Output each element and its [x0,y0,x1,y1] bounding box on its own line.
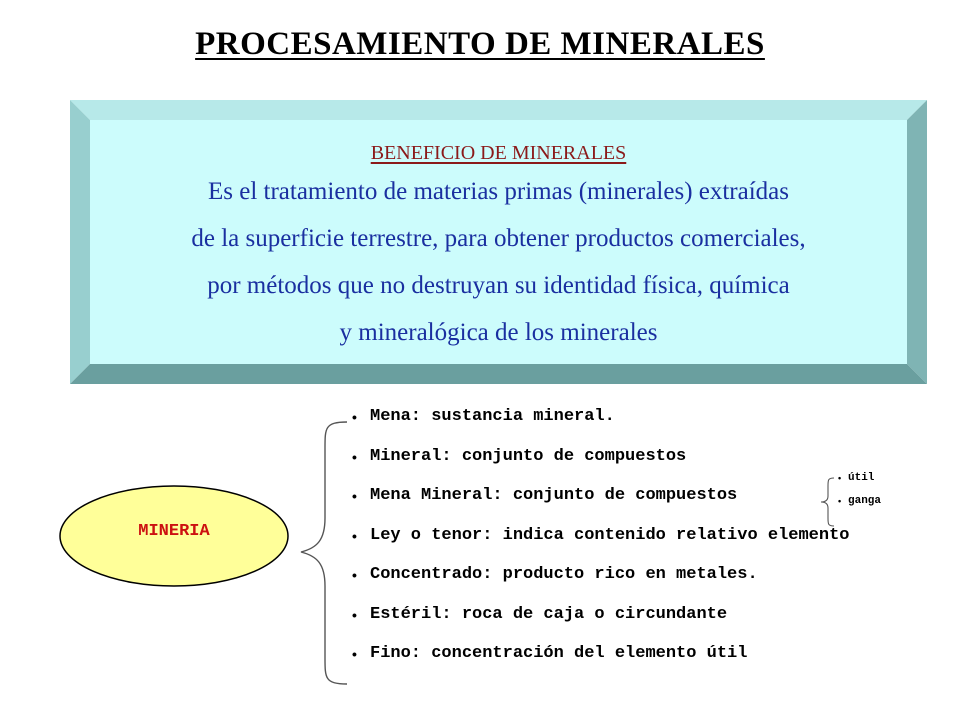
item-text: Mena Mineral: conjunto de compuestos [370,486,738,505]
bullet-icon: • [352,527,357,544]
list-item [352,443,849,483]
main-brace [295,418,355,688]
bullet-icon: • [352,646,357,662]
sub-brace-path [821,478,834,526]
bullet-icon: • [352,488,357,504]
item-text: Mineral: conjunto de compuestos [370,446,687,466]
main-brace-path [301,422,347,684]
item-text: Mena: sustancia mineral. [370,407,615,426]
list-item [352,561,849,601]
sub-list-item [838,491,881,514]
bullet-icon: • [352,567,357,583]
panel-bevel-top [70,100,927,120]
definition-line: por métodos que no destruyan su identidad física, química [207,272,790,299]
mena-sub-items [838,468,881,514]
item-text: Fino: concentración del elemento útil [370,644,748,663]
bullet-icon: • [352,448,357,465]
panel-bevel-right [907,100,927,384]
list-item [352,601,849,641]
bullet-icon: • [352,409,357,425]
panel-bevel-left [70,100,90,384]
panel-bevel-bottom [70,364,927,384]
list-item [352,482,849,522]
sub-brace [818,476,838,528]
mineria-label: MINERIA [138,522,210,541]
definition-text [90,168,907,356]
definition-line: Es el tratamiento de materias primas (minerales) extraídas [207,178,790,205]
panel-content [90,120,907,364]
list-item [352,403,849,443]
definition-line: y mineralógica de los minerales [339,319,658,346]
item-text: Concentrado: producto rico en metales. [370,565,758,584]
bullet-icon: • [352,606,357,623]
sub-item-text: ganga [848,495,882,507]
item-text: Estéril: roca de caja o circundante [370,604,728,624]
definition-panel [70,100,927,384]
mineria-items [352,403,849,680]
page-title: PROCESAMIENTO DE MINERALES [195,26,765,62]
bullet-icon: • [838,473,842,483]
sub-item-text: útil [848,472,875,484]
item-text: Ley o tenor: indica contenido relativo elemento [370,525,850,545]
definition-line: de la superficie terrestre, para obtener productos comerciales, [191,225,806,252]
bullet-icon: • [838,496,842,506]
definition-heading: BENEFICIO DE MINERALES [370,142,627,164]
sub-list-item [838,468,881,491]
list-item [352,640,849,680]
list-item [352,522,849,562]
